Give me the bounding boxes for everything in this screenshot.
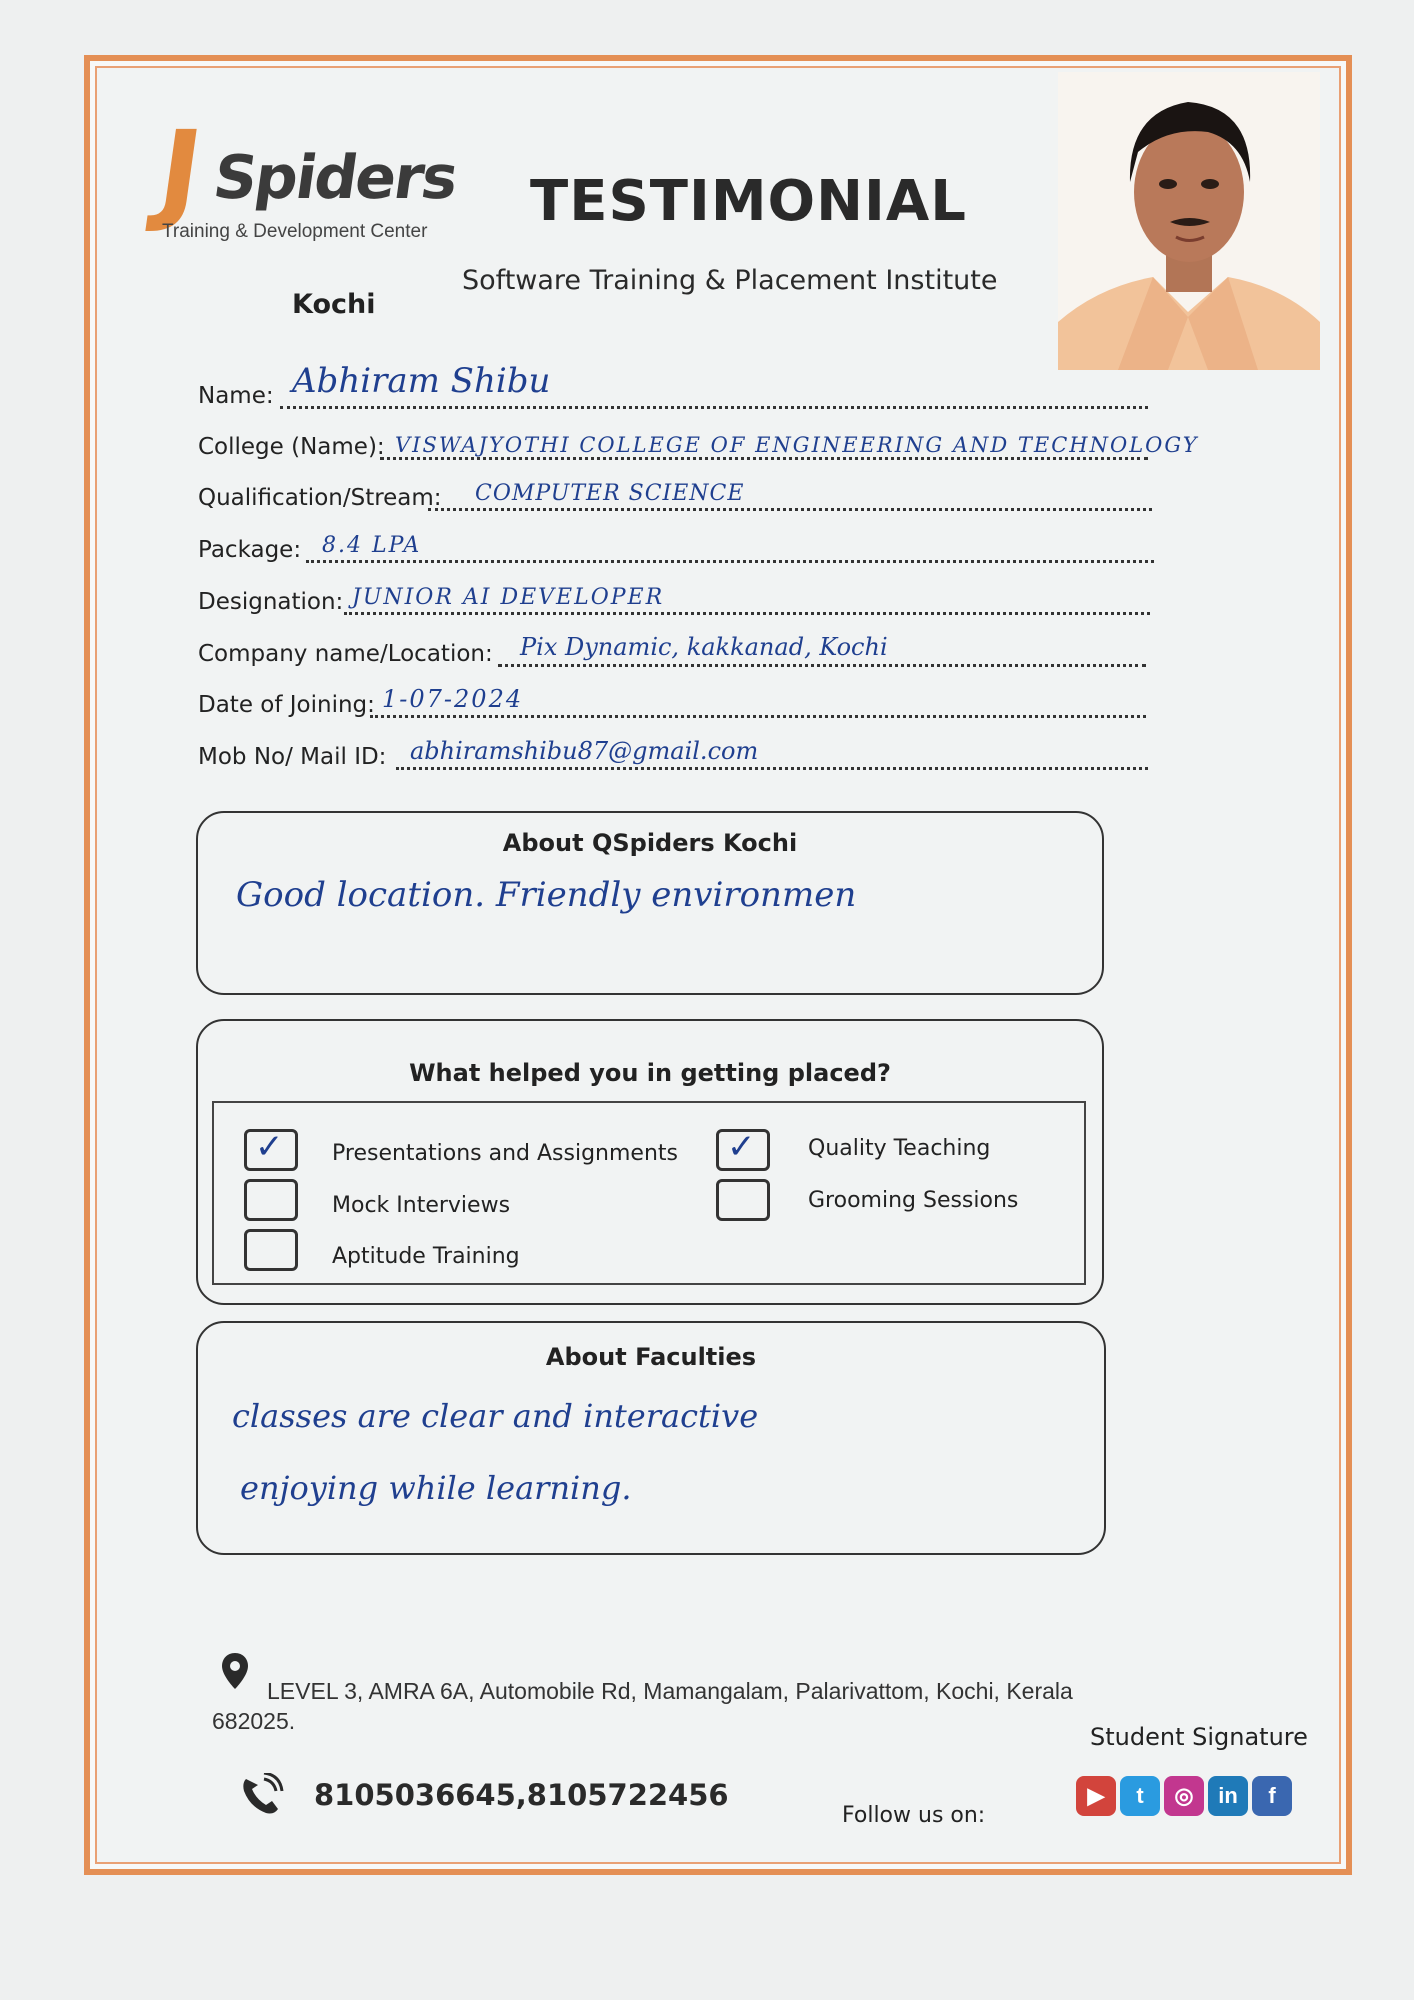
institute-address-text: LEVEL 3, AMRA 6A, Automobile Rd, Mamangalam, Palarivattom, Kochi, Kerala 682025. — [212, 1678, 1073, 1734]
field-company-value[interactable]: Pix Dynamic, kakkanad, Kochi — [520, 633, 888, 661]
about-center-title: About QSpiders Kochi — [502, 829, 798, 857]
field-joining-label: Date of Joining: — [198, 692, 375, 718]
logo-tagline: Training & Development Center — [162, 221, 428, 242]
institute-address — [212, 1676, 1112, 1736]
field-company-label: Company name/Location: — [198, 641, 493, 667]
about-faculties-answer-line2[interactable]: enjoying while learning. — [240, 1469, 632, 1507]
about-faculties-title: About Faculties — [545, 1343, 757, 1371]
branch-name: Kochi — [292, 289, 376, 320]
twitter-icon[interactable]: t — [1120, 1776, 1160, 1816]
option-presentations-label: Presentations and Assignments — [332, 1141, 678, 1166]
field-designation-line — [344, 612, 1150, 615]
field-qualification-value[interactable]: COMPUTER SCIENCE — [475, 481, 745, 506]
follow-us-label: Follow us on: — [842, 1803, 986, 1828]
option-aptitude-training-label: Aptitude Training — [332, 1244, 520, 1269]
field-designation-value[interactable]: JUNIOR AI DEVELOPER — [352, 585, 665, 610]
phone-icon — [238, 1773, 284, 1817]
about-center-answer[interactable]: Good location. Friendly environmen — [236, 875, 857, 915]
field-qualification-label: Qualification/Stream: — [198, 485, 442, 511]
about-faculties-answer-line1[interactable]: classes are clear and interactive — [232, 1397, 759, 1435]
field-college-label: College (Name): — [198, 434, 385, 460]
page-title: TESTIMONIAL — [530, 169, 967, 234]
field-name-line — [280, 406, 1148, 409]
field-designation-label: Designation: — [198, 589, 344, 615]
field-joining-value[interactable]: 1-07-2024 — [382, 685, 524, 713]
field-joining-line — [370, 715, 1146, 718]
field-college-line — [380, 457, 1148, 460]
student-signature-label: Student Signature — [1090, 1723, 1308, 1751]
checkmark-icon: ✓ — [727, 1127, 756, 1167]
field-contact-label: Mob No/ Mail ID: — [198, 744, 387, 770]
linkedin-icon[interactable]: in — [1208, 1776, 1248, 1816]
about-center-box — [196, 811, 1104, 995]
student-photo — [1058, 72, 1320, 370]
about-faculties-box — [196, 1321, 1106, 1555]
option-grooming-sessions-label: Grooming Sessions — [808, 1188, 1019, 1213]
checkbox-mock-interviews[interactable] — [244, 1179, 298, 1221]
placement-options-panel — [212, 1101, 1086, 1285]
field-contact-line — [396, 767, 1148, 770]
field-name-value[interactable]: Abhiram Shibu — [292, 361, 551, 401]
checkbox-aptitude-training[interactable] — [244, 1229, 298, 1271]
student-photo-image — [1058, 72, 1320, 370]
page-subtitle: Software Training & Placement Institute — [462, 265, 998, 296]
option-mock-interviews-label: Mock Interviews — [332, 1193, 511, 1218]
placement-help-box — [196, 1019, 1104, 1305]
logo-name: Spiders — [209, 143, 461, 213]
field-package-line — [306, 560, 1154, 563]
logo-letter: J — [151, 107, 210, 235]
facebook-icon[interactable]: f — [1252, 1776, 1292, 1816]
field-name-label: Name: — [198, 383, 274, 409]
field-package-value[interactable]: 8.4 LPA — [322, 533, 422, 558]
checkmark-icon: ✓ — [255, 1127, 284, 1167]
field-package-label: Package: — [198, 537, 302, 563]
field-qualification-line — [428, 508, 1152, 511]
field-company-line — [498, 664, 1146, 667]
youtube-icon[interactable]: ▶ — [1076, 1776, 1116, 1816]
option-quality-teaching-label: Quality Teaching — [808, 1136, 991, 1161]
contact-phone-numbers: 8105036645,8105722456 — [314, 1778, 729, 1812]
checkbox-grooming-sessions[interactable] — [716, 1179, 770, 1221]
placement-help-title: What helped you in getting placed? — [409, 1059, 891, 1087]
instagram-icon[interactable]: ◎ — [1164, 1776, 1204, 1816]
checkbox-presentations[interactable] — [244, 1129, 298, 1171]
checkbox-quality-teaching[interactable] — [716, 1129, 770, 1171]
testimonial-form — [84, 55, 1352, 1875]
field-college-value[interactable]: VISWAJYOTHI COLLEGE OF ENGINEERING AND TECHNOLOGY — [395, 433, 1199, 457]
field-contact-value[interactable]: abhiramshibu87@gmail.com — [410, 737, 759, 765]
